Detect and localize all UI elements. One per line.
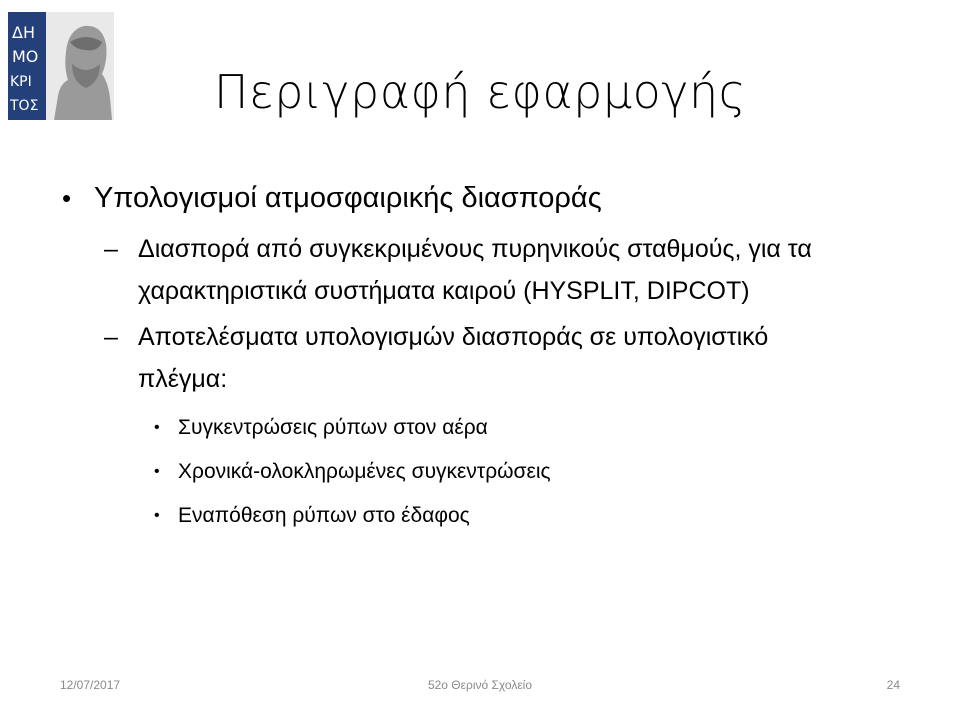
dash-icon: – [104,323,118,351]
institution-logo [8,12,114,120]
bullet-text: Υπολογισμοί ατμοσφαιρικής διασποράς [94,182,602,214]
bullet-level1 [62,172,862,224]
logo-letters-4: ΤΟΣ [10,98,39,114]
bullet-text: Χρονικά-ολοκληρωμένες συγκεντρώσεις [178,460,551,483]
bullet-dot-icon: • [62,183,72,213]
bullet-level3-list [62,406,862,538]
logo-letters-2: ΜΟ [12,47,39,66]
dash-icon: – [104,235,118,263]
bullet-dot-icon: • [154,507,160,524]
bullet-level3 [154,406,862,450]
logo-letters-3: ΚΡΙ [10,74,32,90]
bullet-text: Εναπόθεση ρύπων στο έδαφος [178,504,470,527]
bullet-text: Συγκεντρώσεις ρύπων στον αέρα [178,416,488,439]
logo-letters-1: ΔΗ [12,23,35,42]
slide-body [62,172,862,538]
bullet-dot-icon: • [154,463,160,480]
bullet-dot-icon: • [154,419,160,436]
footer-center-text: 52ο Θερινό Σχολείο [427,678,533,692]
bullet-text: Αποτελέσματα υπολογισμών διασποράς σε υπολογιστικό πλέγμα: [138,323,769,393]
slide-title: Περιγραφή εφαρμογής [213,65,747,119]
bullet-text: Διασπορά από συγκεκριμένους πυρηνικούς σταθμούς, για τα χαρακτηριστικά συστήματα καιρού (HYSPLIT, DIPCOT) [138,235,812,305]
bullet-level3 [154,494,862,538]
footer-page-number: 24 [886,678,900,692]
footer-date: 12/07/2017 [60,678,121,692]
bullet-level2 [104,228,862,312]
bullet-level3 [154,450,862,494]
bullet-level2 [104,316,862,400]
